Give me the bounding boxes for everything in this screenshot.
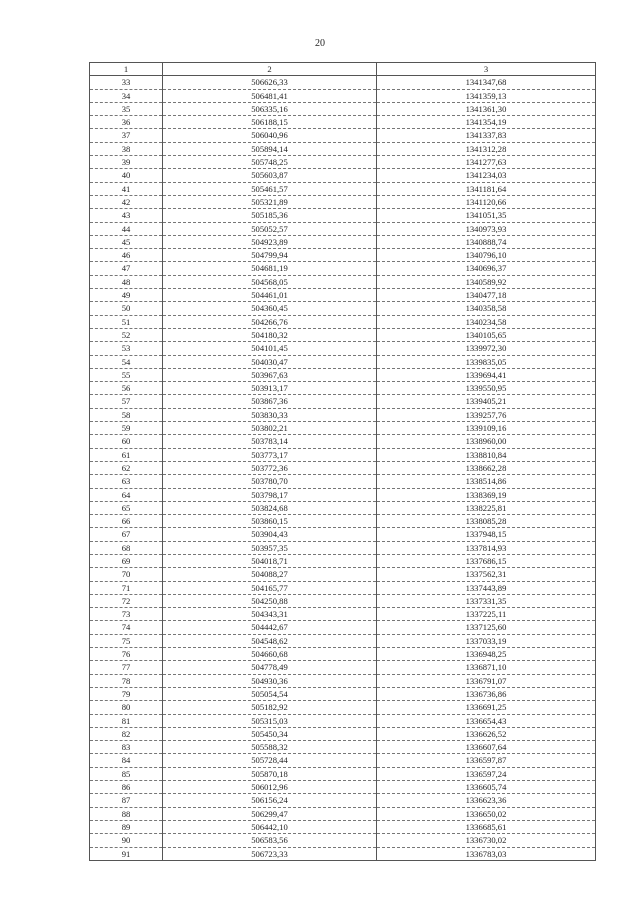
table-row (90, 275, 596, 288)
cell-y-coordinate: 1336736,86 (377, 687, 596, 700)
cell-y-coordinate: 1336597,24 (377, 767, 596, 780)
cell-y-coordinate: 1341359,13 (377, 89, 596, 102)
cell-y-coordinate: 1336730,02 (377, 834, 596, 847)
cell-x-coordinate: 504101,45 (163, 342, 377, 355)
cell-x-coordinate: 504442,67 (163, 621, 377, 634)
table-row (90, 129, 596, 142)
cell-point-number: 47 (90, 262, 163, 275)
cell-point-number: 81 (90, 714, 163, 727)
cell-y-coordinate: 1338662,28 (377, 461, 596, 474)
cell-y-coordinate: 1340973,93 (377, 222, 596, 235)
cell-x-coordinate: 505054,54 (163, 687, 377, 700)
cell-point-number: 38 (90, 142, 163, 155)
cell-x-coordinate: 504660,68 (163, 648, 377, 661)
cell-point-number: 69 (90, 554, 163, 567)
table-row (90, 501, 596, 514)
table-row (90, 89, 596, 102)
header-row (90, 63, 596, 76)
cell-x-coordinate: 503830,33 (163, 408, 377, 421)
cell-x-coordinate: 504266,76 (163, 315, 377, 328)
table-row (90, 807, 596, 820)
table-row (90, 767, 596, 780)
cell-point-number: 73 (90, 608, 163, 621)
table-row (90, 156, 596, 169)
table-row (90, 475, 596, 488)
cell-x-coordinate: 505588,32 (163, 741, 377, 754)
cell-point-number: 63 (90, 475, 163, 488)
cell-point-number: 55 (90, 368, 163, 381)
cell-x-coordinate: 506040,96 (163, 129, 377, 142)
cell-point-number: 84 (90, 754, 163, 767)
cell-y-coordinate: 1338369,19 (377, 488, 596, 501)
cell-x-coordinate: 503772,36 (163, 461, 377, 474)
table-row (90, 222, 596, 235)
cell-point-number: 48 (90, 275, 163, 288)
table-row (90, 368, 596, 381)
table-row (90, 714, 596, 727)
table-row (90, 781, 596, 794)
cell-point-number: 76 (90, 648, 163, 661)
table-row (90, 515, 596, 528)
table-row (90, 634, 596, 647)
cell-point-number: 80 (90, 701, 163, 714)
cell-y-coordinate: 1337562,31 (377, 568, 596, 581)
cell-x-coordinate: 504018,71 (163, 554, 377, 567)
cell-point-number: 41 (90, 182, 163, 195)
table-row (90, 847, 596, 860)
cell-point-number: 64 (90, 488, 163, 501)
cell-x-coordinate: 503798,17 (163, 488, 377, 501)
cell-y-coordinate: 1341312,28 (377, 142, 596, 155)
cell-point-number: 50 (90, 302, 163, 315)
cell-x-coordinate: 506188,15 (163, 116, 377, 129)
cell-y-coordinate: 1337033,19 (377, 634, 596, 647)
cell-y-coordinate: 1336650,02 (377, 807, 596, 820)
cell-y-coordinate: 1339835,05 (377, 355, 596, 368)
cell-x-coordinate: 506012,96 (163, 781, 377, 794)
cell-point-number: 86 (90, 781, 163, 794)
cell-x-coordinate: 505728,44 (163, 754, 377, 767)
cell-x-coordinate: 506156,24 (163, 794, 377, 807)
cell-x-coordinate: 505315,03 (163, 714, 377, 727)
cell-point-number: 82 (90, 727, 163, 740)
cell-y-coordinate: 1338810,84 (377, 448, 596, 461)
table-row (90, 608, 596, 621)
cell-y-coordinate: 1340796,10 (377, 249, 596, 262)
cell-point-number: 61 (90, 448, 163, 461)
table-row (90, 461, 596, 474)
cell-point-number: 56 (90, 382, 163, 395)
cell-point-number: 88 (90, 807, 163, 820)
table-row (90, 302, 596, 315)
cell-point-number: 45 (90, 235, 163, 248)
cell-x-coordinate: 503860,15 (163, 515, 377, 528)
cell-x-coordinate: 505461,57 (163, 182, 377, 195)
cell-y-coordinate: 1341347,68 (377, 76, 596, 89)
cell-point-number: 90 (90, 834, 163, 847)
cell-x-coordinate: 503967,63 (163, 368, 377, 381)
cell-y-coordinate: 1340234,58 (377, 315, 596, 328)
cell-x-coordinate: 503913,17 (163, 382, 377, 395)
cell-y-coordinate: 1337331,35 (377, 594, 596, 607)
cell-y-coordinate: 1339405,21 (377, 395, 596, 408)
cell-x-coordinate: 503957,35 (163, 541, 377, 554)
cell-x-coordinate: 505870,18 (163, 767, 377, 780)
cell-x-coordinate: 506723,33 (163, 847, 377, 860)
cell-x-coordinate: 506583,56 (163, 834, 377, 847)
table-row (90, 355, 596, 368)
cell-x-coordinate: 504343,31 (163, 608, 377, 621)
cell-point-number: 52 (90, 328, 163, 341)
cell-point-number: 59 (90, 422, 163, 435)
cell-y-coordinate: 1336626,52 (377, 727, 596, 740)
cell-point-number: 43 (90, 209, 163, 222)
cell-x-coordinate: 504681,19 (163, 262, 377, 275)
cell-point-number: 85 (90, 767, 163, 780)
cell-point-number: 36 (90, 116, 163, 129)
table-row (90, 448, 596, 461)
table-row (90, 581, 596, 594)
cell-x-coordinate: 503802,21 (163, 422, 377, 435)
table-row (90, 568, 596, 581)
table-row (90, 328, 596, 341)
cell-y-coordinate: 1341337,83 (377, 129, 596, 142)
table-row (90, 648, 596, 661)
cell-y-coordinate: 1337443,89 (377, 581, 596, 594)
coordinates-table (89, 62, 596, 861)
table-row (90, 382, 596, 395)
cell-y-coordinate: 1338085,28 (377, 515, 596, 528)
table-row (90, 621, 596, 634)
cell-y-coordinate: 1339109,16 (377, 422, 596, 435)
table-row (90, 209, 596, 222)
cell-x-coordinate: 504360,45 (163, 302, 377, 315)
cell-point-number: 87 (90, 794, 163, 807)
cell-y-coordinate: 1336597,87 (377, 754, 596, 767)
cell-point-number: 72 (90, 594, 163, 607)
cell-point-number: 53 (90, 342, 163, 355)
table-row (90, 235, 596, 248)
cell-x-coordinate: 504923,89 (163, 235, 377, 248)
table-row (90, 794, 596, 807)
cell-point-number: 51 (90, 315, 163, 328)
cell-x-coordinate: 505321,89 (163, 195, 377, 208)
cell-y-coordinate: 1339972,30 (377, 342, 596, 355)
cell-y-coordinate: 1339694,41 (377, 368, 596, 381)
table-row (90, 182, 596, 195)
table-row (90, 422, 596, 435)
table-row (90, 741, 596, 754)
table-row (90, 342, 596, 355)
cell-x-coordinate: 506299,47 (163, 807, 377, 820)
table-row (90, 820, 596, 833)
cell-y-coordinate: 1341051,35 (377, 209, 596, 222)
table-row (90, 701, 596, 714)
cell-point-number: 89 (90, 820, 163, 833)
cell-y-coordinate: 1336783,03 (377, 847, 596, 860)
cell-point-number: 66 (90, 515, 163, 528)
cell-x-coordinate: 506626,33 (163, 76, 377, 89)
cell-y-coordinate: 1338960,00 (377, 435, 596, 448)
table-row (90, 169, 596, 182)
cell-x-coordinate: 505748,25 (163, 156, 377, 169)
cell-x-coordinate: 504568,05 (163, 275, 377, 288)
cell-y-coordinate: 1341354,19 (377, 116, 596, 129)
cell-y-coordinate: 1340105,65 (377, 328, 596, 341)
cell-y-coordinate: 1336685,61 (377, 820, 596, 833)
cell-y-coordinate: 1339550,95 (377, 382, 596, 395)
cell-y-coordinate: 1340888,74 (377, 235, 596, 248)
table-row (90, 541, 596, 554)
cell-x-coordinate: 503780,70 (163, 475, 377, 488)
cell-y-coordinate: 1340477,18 (377, 289, 596, 302)
cell-point-number: 33 (90, 76, 163, 89)
cell-point-number: 60 (90, 435, 163, 448)
cell-y-coordinate: 1339257,76 (377, 408, 596, 421)
cell-x-coordinate: 503773,17 (163, 448, 377, 461)
cell-y-coordinate: 1341120,66 (377, 195, 596, 208)
cell-x-coordinate: 504799,94 (163, 249, 377, 262)
cell-y-coordinate: 1338225,81 (377, 501, 596, 514)
cell-point-number: 71 (90, 581, 163, 594)
table-row (90, 102, 596, 115)
cell-point-number: 58 (90, 408, 163, 421)
cell-point-number: 57 (90, 395, 163, 408)
cell-y-coordinate: 1341234,03 (377, 169, 596, 182)
table-row (90, 661, 596, 674)
table-row (90, 554, 596, 567)
cell-x-coordinate: 505185,36 (163, 209, 377, 222)
cell-x-coordinate: 504461,01 (163, 289, 377, 302)
table-row (90, 754, 596, 767)
cell-x-coordinate: 505182,92 (163, 701, 377, 714)
table-row (90, 435, 596, 448)
cell-y-coordinate: 1341181,64 (377, 182, 596, 195)
table-row (90, 116, 596, 129)
cell-y-coordinate: 1340358,58 (377, 302, 596, 315)
table-header (90, 63, 596, 76)
cell-y-coordinate: 1337686,15 (377, 554, 596, 567)
cell-y-coordinate: 1336623,36 (377, 794, 596, 807)
table-row (90, 408, 596, 421)
cell-point-number: 78 (90, 674, 163, 687)
cell-point-number: 35 (90, 102, 163, 115)
table-row (90, 315, 596, 328)
cell-y-coordinate: 1341277,63 (377, 156, 596, 169)
table-row (90, 687, 596, 700)
cell-point-number: 77 (90, 661, 163, 674)
cell-point-number: 67 (90, 528, 163, 541)
cell-point-number: 34 (90, 89, 163, 102)
cell-point-number: 54 (90, 355, 163, 368)
cell-point-number: 91 (90, 847, 163, 860)
cell-x-coordinate: 503783,14 (163, 435, 377, 448)
table-row (90, 262, 596, 275)
cell-y-coordinate: 1336948,25 (377, 648, 596, 661)
table-row (90, 727, 596, 740)
page-number: 20 (315, 38, 325, 49)
table-row (90, 594, 596, 607)
table-row (90, 528, 596, 541)
cell-point-number: 68 (90, 541, 163, 554)
cell-x-coordinate: 505894,14 (163, 142, 377, 155)
cell-x-coordinate: 504165,77 (163, 581, 377, 594)
table-row (90, 76, 596, 89)
cell-x-coordinate: 506442,10 (163, 820, 377, 833)
cell-x-coordinate: 506335,16 (163, 102, 377, 115)
cell-point-number: 62 (90, 461, 163, 474)
cell-y-coordinate: 1336607,64 (377, 741, 596, 754)
cell-x-coordinate: 503824,68 (163, 501, 377, 514)
table-row (90, 195, 596, 208)
column-header-point-number: 1 (90, 63, 163, 76)
table-row (90, 142, 596, 155)
cell-x-coordinate: 504778,49 (163, 661, 377, 674)
cell-y-coordinate: 1336605,74 (377, 781, 596, 794)
cell-x-coordinate: 504250,88 (163, 594, 377, 607)
cell-y-coordinate: 1336654,43 (377, 714, 596, 727)
cell-x-coordinate: 506481,41 (163, 89, 377, 102)
cell-x-coordinate: 505450,34 (163, 727, 377, 740)
cell-point-number: 65 (90, 501, 163, 514)
cell-x-coordinate: 504030,47 (163, 355, 377, 368)
cell-point-number: 42 (90, 195, 163, 208)
cell-x-coordinate: 504088,27 (163, 568, 377, 581)
cell-x-coordinate: 504180,32 (163, 328, 377, 341)
cell-point-number: 37 (90, 129, 163, 142)
cell-point-number: 39 (90, 156, 163, 169)
cell-x-coordinate: 505052,57 (163, 222, 377, 235)
cell-y-coordinate: 1337225,11 (377, 608, 596, 621)
cell-x-coordinate: 504930,36 (163, 674, 377, 687)
cell-x-coordinate: 503867,36 (163, 395, 377, 408)
cell-point-number: 40 (90, 169, 163, 182)
cell-y-coordinate: 1337948,15 (377, 528, 596, 541)
cell-y-coordinate: 1338514,86 (377, 475, 596, 488)
column-header-x-coordinate: 2 (163, 63, 377, 76)
table-row (90, 395, 596, 408)
table-row (90, 289, 596, 302)
cell-point-number: 46 (90, 249, 163, 262)
cell-y-coordinate: 1340589,92 (377, 275, 596, 288)
cell-point-number: 83 (90, 741, 163, 754)
cell-y-coordinate: 1337814,93 (377, 541, 596, 554)
cell-x-coordinate: 504548,62 (163, 634, 377, 647)
cell-y-coordinate: 1340696,37 (377, 262, 596, 275)
cell-y-coordinate: 1336691,25 (377, 701, 596, 714)
cell-point-number: 75 (90, 634, 163, 647)
table-row (90, 834, 596, 847)
cell-y-coordinate: 1341361,30 (377, 102, 596, 115)
cell-point-number: 79 (90, 687, 163, 700)
table-body (90, 76, 596, 861)
cell-y-coordinate: 1337125,60 (377, 621, 596, 634)
cell-x-coordinate: 503904,43 (163, 528, 377, 541)
cell-y-coordinate: 1336871,10 (377, 661, 596, 674)
cell-point-number: 44 (90, 222, 163, 235)
table-row (90, 674, 596, 687)
cell-x-coordinate: 505603,87 (163, 169, 377, 182)
cell-y-coordinate: 1336791,07 (377, 674, 596, 687)
table-row (90, 249, 596, 262)
cell-point-number: 74 (90, 621, 163, 634)
cell-point-number: 49 (90, 289, 163, 302)
table-row (90, 488, 596, 501)
column-header-y-coordinate: 3 (377, 63, 596, 76)
cell-point-number: 70 (90, 568, 163, 581)
